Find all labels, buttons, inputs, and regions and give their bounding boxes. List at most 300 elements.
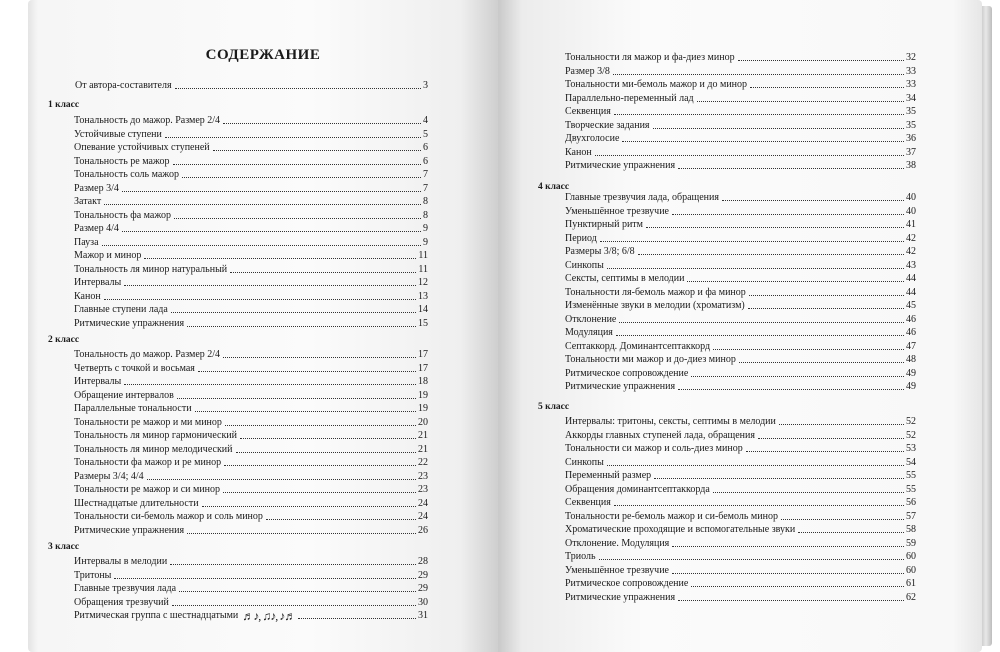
toc-entry xyxy=(535,271,916,285)
dot-leader xyxy=(179,590,416,592)
toc-entry-page: 6 xyxy=(423,142,428,153)
toc-entry xyxy=(45,608,428,622)
toc-entry xyxy=(535,190,916,204)
toc-entry-page: 59 xyxy=(906,537,916,549)
toc-entry-page: 44 xyxy=(906,273,916,284)
toc-entry-title: Тональности ля-бемоль мажор и фа минор xyxy=(565,286,746,298)
toc-entry xyxy=(45,289,428,303)
toc-entry-title: Ритмическое сопровождение xyxy=(565,578,689,589)
toc-entry xyxy=(535,366,916,380)
toc-entry-page: 47 xyxy=(906,340,916,352)
toc-entry-page: 28 xyxy=(418,556,428,567)
toc-entry xyxy=(535,158,916,172)
dot-leader xyxy=(236,451,416,453)
dot-leader xyxy=(182,176,421,178)
toc-entry xyxy=(535,77,916,91)
toc-entry-title: Ритмическая группа с шестнадцатыми xyxy=(74,610,239,621)
dot-leader xyxy=(748,307,904,309)
dot-leader xyxy=(213,149,421,151)
toc-entry-title: Шестнадцатые длительности xyxy=(74,497,199,509)
dot-leader xyxy=(114,577,416,579)
toc-entry xyxy=(45,262,428,276)
dot-leader xyxy=(224,464,416,466)
toc-entry xyxy=(45,509,428,523)
toc-entry-page: 21 xyxy=(418,430,428,441)
dot-leader xyxy=(124,383,416,385)
toc-entry xyxy=(45,194,428,208)
toc-entry-title: Тональности си-бемоль мажор и соль минор xyxy=(74,511,263,522)
toc-entry-title: Параллельные тональности xyxy=(74,403,192,414)
dot-leader xyxy=(616,334,904,336)
toc-entry-page: 18 xyxy=(418,376,428,387)
dot-leader xyxy=(749,294,904,296)
dot-leader xyxy=(614,113,904,115)
toc-entry xyxy=(45,347,428,361)
toc-entry-title: Синкопы xyxy=(565,456,604,468)
dot-leader xyxy=(144,257,416,259)
toc-entry-page: 46 xyxy=(906,327,916,338)
toc-entry-page: 23 xyxy=(418,470,428,482)
toc-entry-page: 56 xyxy=(906,497,916,508)
toc-entry-page: 53 xyxy=(906,443,916,454)
toc-entry-page: 62 xyxy=(906,591,916,603)
dot-leader xyxy=(781,518,904,520)
toc-entry-page: 34 xyxy=(906,92,916,104)
dot-leader xyxy=(195,410,416,412)
toc-entry-page: 36 xyxy=(906,133,916,144)
toc-entry-page: 11 xyxy=(418,263,428,275)
toc-entry-title: Тональности ре-бемоль мажор и си-бемоль минор xyxy=(565,510,778,522)
dot-leader xyxy=(298,617,416,619)
toc-entry-page: 49 xyxy=(906,367,916,379)
toc-entry-title: Тональности ре мажор и си минор xyxy=(74,484,221,495)
toc-entry xyxy=(45,581,428,595)
dot-leader xyxy=(678,599,904,601)
toc-entry xyxy=(45,361,428,375)
toc-entry xyxy=(45,482,428,496)
toc-entry-page: 33 xyxy=(906,79,916,90)
toc-entry-title: Секвенция xyxy=(565,106,611,117)
toc-entry xyxy=(535,563,916,577)
dot-leader xyxy=(223,491,416,493)
toc-entry-page: 54 xyxy=(906,456,916,468)
toc-entry-title: Секвенция xyxy=(565,497,611,508)
dot-leader xyxy=(646,226,904,228)
toc-entry-title: Главные трезвучия лада, обращения xyxy=(565,192,719,203)
toc-entry-title: Тональность до мажор. Размер 2/4 xyxy=(74,115,221,126)
toc-entry-title: Тональности си мажор и соль-диез минор xyxy=(565,443,743,454)
dot-leader xyxy=(240,437,416,439)
toc-entry xyxy=(535,455,916,469)
toc-entry-page: 26 xyxy=(418,524,428,536)
toc-entry-title: Канон xyxy=(74,290,101,302)
toc-entry xyxy=(45,496,428,510)
page-title: СОДЕРЖАНИЕ xyxy=(205,47,321,63)
dot-leader xyxy=(171,311,416,313)
dot-leader xyxy=(614,504,904,506)
dot-leader xyxy=(713,348,904,350)
toc-entry-title: Размер 3/8 xyxy=(565,65,610,77)
toc-entry-title: Обращения трезвучий xyxy=(74,596,169,608)
dot-leader xyxy=(746,450,904,452)
toc-entry xyxy=(45,469,428,483)
toc-entry-page: 49 xyxy=(906,381,916,392)
toc-entry-title: Интервалы: тритоны, сексты, септимы в мелодии xyxy=(565,416,776,427)
toc-entry-title: Опевание устойчивых ступеней xyxy=(74,142,210,153)
toc-entry-title: Главные трезвучия лада xyxy=(74,583,177,594)
toc-entry xyxy=(45,401,428,415)
toc-entry-page: 21 xyxy=(418,443,428,455)
dot-leader xyxy=(124,284,416,286)
toc-entry-title: Тональность ре мажор xyxy=(74,155,170,167)
toc-entry-page: 45 xyxy=(906,300,916,311)
dot-leader xyxy=(102,244,421,246)
dot-leader xyxy=(170,563,416,565)
toc-entry-page: 20 xyxy=(418,416,428,428)
dot-leader xyxy=(595,154,904,156)
toc-entry xyxy=(535,312,916,326)
section-heading: 4 класс xyxy=(538,182,570,192)
dot-leader xyxy=(613,73,904,75)
dot-leader xyxy=(653,127,904,129)
toc-entry-title: Размер 4/4 xyxy=(74,223,119,234)
toc-entry-title: От автора-составителя xyxy=(75,80,172,91)
toc-entry xyxy=(45,523,428,537)
toc-entry xyxy=(535,325,916,339)
toc-entry-title: Интервалы в мелодии xyxy=(74,556,168,567)
toc-entry-page: 33 xyxy=(906,65,916,77)
toc-entry-title: Тональность ля минор мелодический xyxy=(74,443,233,455)
toc-entry xyxy=(535,298,916,312)
toc-entry-page: 32 xyxy=(906,52,916,63)
toc-entry-title: Ритмические упражнения xyxy=(565,591,676,603)
dot-leader xyxy=(147,478,416,480)
toc-entry-page: 9 xyxy=(423,223,428,234)
toc-entry-title: Сексты, септимы в мелодии xyxy=(565,273,685,284)
toc-entry-page: 43 xyxy=(906,259,916,271)
dot-leader xyxy=(172,604,416,606)
toc-entry-title: Затакт xyxy=(74,196,102,207)
dot-leader xyxy=(223,122,421,124)
toc-entry xyxy=(45,235,428,249)
dot-leader xyxy=(758,437,904,439)
toc-entry-page: 52 xyxy=(906,429,916,441)
dot-leader xyxy=(691,585,904,587)
toc-entry xyxy=(45,568,428,582)
toc-entry xyxy=(45,374,428,388)
toc-entry xyxy=(535,414,916,428)
toc-entry-title: Обращения доминантсептаккорда xyxy=(565,483,710,495)
dot-leader xyxy=(202,505,416,507)
toc-entry-page: 46 xyxy=(906,313,916,325)
dot-leader xyxy=(722,199,904,201)
toc-entry-title: Тональности фа мажор и ре минор xyxy=(74,457,222,468)
toc-entry-title: Обращение интервалов xyxy=(74,389,174,401)
toc-entry-page: 55 xyxy=(906,470,916,481)
toc-entry-title: Тональности ми-бемоль мажор и до минор xyxy=(565,79,748,90)
toc-entry xyxy=(535,468,916,482)
toc-entry-page: 29 xyxy=(418,569,428,581)
dot-leader xyxy=(619,321,904,323)
toc-entry xyxy=(45,554,428,568)
section-heading: 2 класс xyxy=(48,335,80,345)
toc-entry-title: Тональность ля минор натуральный xyxy=(74,263,228,275)
toc-entry xyxy=(45,275,428,289)
toc-entry xyxy=(535,428,916,442)
toc-entry-page: 7 xyxy=(423,169,428,180)
toc-entry-title: Мажор и минор xyxy=(74,250,142,261)
toc-entry xyxy=(45,388,428,402)
toc-entry-page: 60 xyxy=(906,551,916,562)
toc-entry xyxy=(45,248,428,262)
toc-entry-page: 3 xyxy=(423,80,428,91)
toc-entry xyxy=(45,208,428,222)
toc-entry-page: 24 xyxy=(418,497,428,509)
toc-entry-page: 29 xyxy=(418,583,428,594)
toc-entry-title: Ритмические упражнения xyxy=(565,160,676,171)
toc-entry xyxy=(45,167,428,181)
dot-leader xyxy=(122,190,421,192)
toc-entry-title: Хроматические проходящие и вспомогательные звуки xyxy=(565,524,796,535)
toc-entry-title: Интервалы xyxy=(74,376,122,387)
toc-entry xyxy=(45,113,428,127)
toc-entry xyxy=(535,495,916,509)
toc-entry-page: 41 xyxy=(906,219,916,230)
toc-entry-title: Интервалы xyxy=(74,277,122,288)
toc-entry xyxy=(535,204,916,218)
dot-leader xyxy=(198,370,416,372)
toc-entry xyxy=(535,522,916,536)
toc-entry-page: 48 xyxy=(906,354,916,365)
dot-leader xyxy=(672,545,904,547)
toc-entry-page: 40 xyxy=(906,205,916,217)
toc-entry-title: Ритмические упражнения xyxy=(74,317,185,329)
toc-entry-title: Тональность до мажор. Размер 2/4 xyxy=(74,349,221,360)
toc-entry-title: Ритмические упражнения xyxy=(565,381,676,392)
dot-leader xyxy=(678,167,904,169)
toc-entry xyxy=(535,536,916,550)
toc-entry-page: 12 xyxy=(418,277,428,288)
toc-entry-title: Отклонение. Модуляция xyxy=(565,537,670,549)
toc-entry xyxy=(45,140,428,154)
dot-leader xyxy=(638,253,904,255)
toc-entry xyxy=(45,415,428,429)
toc-entry-page: 6 xyxy=(423,155,428,167)
dot-leader xyxy=(187,532,416,534)
toc-entry xyxy=(535,441,916,455)
toc-entry-title: Отклонение xyxy=(565,313,617,325)
toc-entry-intro xyxy=(45,78,428,92)
dot-leader xyxy=(697,100,904,102)
toc-entry-page: 42 xyxy=(906,232,916,244)
dot-leader xyxy=(678,388,904,390)
toc-entry xyxy=(535,379,916,393)
dot-leader xyxy=(798,531,904,533)
dot-leader xyxy=(713,491,904,493)
dot-leader xyxy=(599,558,905,560)
toc-entry-title: Изменённые звуки в мелодии (хроматизм) xyxy=(565,300,745,311)
toc-entry xyxy=(45,316,428,330)
dot-leader xyxy=(104,298,416,300)
toc-entry xyxy=(45,595,428,609)
dot-leader xyxy=(223,356,416,358)
toc-entry-title: Тональность соль мажор xyxy=(74,169,179,180)
toc-entry-title: Ритмические упражнения xyxy=(74,524,185,536)
toc-entry xyxy=(535,258,916,272)
toc-entry-page: 17 xyxy=(418,349,428,360)
toc-entry xyxy=(535,145,916,159)
dot-leader xyxy=(173,163,421,165)
dot-leader xyxy=(174,217,421,219)
toc-entry xyxy=(535,352,916,366)
toc-entry-page: 15 xyxy=(418,317,428,329)
dot-leader xyxy=(165,136,421,138)
toc-entry-title: Пауза xyxy=(74,236,99,248)
dot-leader xyxy=(691,375,904,377)
toc-entry-title: Ритмическое сопровождение xyxy=(565,367,689,379)
toc-entry xyxy=(535,50,916,64)
toc-entry-page: 55 xyxy=(906,483,916,495)
toc-entry-page: 19 xyxy=(418,389,428,401)
toc-entry-title: Размер 3/4 xyxy=(74,182,119,194)
toc-entry xyxy=(45,455,428,469)
toc-entry xyxy=(535,244,916,258)
toc-entry-page: 35 xyxy=(906,119,916,131)
toc-entry-title: Септаккорд. Доминантсептаккорд xyxy=(565,340,711,352)
page-edge xyxy=(982,6,992,646)
toc-entry-title: Уменьшённое трезвучие xyxy=(565,205,669,217)
toc-entry-title: Модуляция xyxy=(565,327,613,338)
toc-entry-title: Тональность ля минор гармонический xyxy=(74,430,238,441)
toc-entry-title: Переменный размер xyxy=(565,470,652,481)
dot-leader xyxy=(104,203,421,205)
dot-leader xyxy=(738,59,904,61)
toc-entry-page: 8 xyxy=(423,209,428,221)
toc-entry-page: 4 xyxy=(423,115,428,126)
toc-entry-title: Пунктирный ритм xyxy=(565,219,643,230)
toc-entry-page: 58 xyxy=(906,524,916,535)
dot-leader xyxy=(177,397,416,399)
dot-leader xyxy=(225,424,416,426)
dot-leader xyxy=(687,280,904,282)
toc-entry xyxy=(535,549,916,563)
section-heading: 3 класс xyxy=(48,542,80,552)
section-heading: 1 класс xyxy=(48,100,80,110)
dot-leader xyxy=(672,572,904,574)
rhythm-notes: ♬♪, ♫♪, ♪♬ xyxy=(242,609,296,623)
dot-leader xyxy=(622,140,904,142)
toc-entry-page: 30 xyxy=(418,596,428,608)
toc-entry xyxy=(535,482,916,496)
toc-entry-title: Аккорды главных ступеней лада, обращения xyxy=(565,429,755,441)
toc-entry-title: Главные ступени лада xyxy=(74,304,168,315)
dot-leader xyxy=(122,230,421,232)
toc-entry-title: Тритоны xyxy=(74,569,112,581)
toc-entry-page: 37 xyxy=(906,146,916,158)
toc-entry xyxy=(535,231,916,245)
toc-entry xyxy=(535,339,916,353)
toc-entry xyxy=(535,576,916,590)
dot-leader xyxy=(266,518,416,520)
toc-entry xyxy=(535,118,916,132)
dot-leader xyxy=(672,213,904,215)
toc-entry-page: 9 xyxy=(423,236,428,248)
toc-entry-title: Уменьшённое трезвучие xyxy=(565,564,669,576)
toc-entry-title: Триоль xyxy=(565,551,596,562)
toc-entry-page: 57 xyxy=(906,510,916,522)
dot-leader xyxy=(739,361,904,363)
toc-entry-title: Тональности ми мажор и до-диез минор xyxy=(565,354,736,365)
dot-leader xyxy=(187,325,416,327)
toc-entry-page: 22 xyxy=(418,457,428,468)
toc-entry-page: 61 xyxy=(906,578,916,589)
toc-entry-title: Период xyxy=(565,232,597,244)
dot-leader xyxy=(654,477,904,479)
toc-entry-page: 38 xyxy=(906,160,916,171)
toc-entry-page: 40 xyxy=(906,192,916,203)
toc-entry-page: 11 xyxy=(418,250,428,261)
toc-entry xyxy=(45,154,428,168)
toc-entry xyxy=(45,428,428,442)
toc-entry xyxy=(535,590,916,604)
toc-entry xyxy=(535,131,916,145)
toc-entry-page: 24 xyxy=(418,511,428,522)
toc-entry-page: 5 xyxy=(423,128,428,140)
toc-entry-page: 35 xyxy=(906,106,916,117)
toc-entry-title: Тональности ре мажор и ми минор xyxy=(74,416,222,428)
toc-entry-page: 19 xyxy=(418,403,428,414)
toc-entry-page: 17 xyxy=(418,362,428,374)
toc-entry-page: 7 xyxy=(423,182,428,194)
toc-entry xyxy=(45,302,428,316)
dot-leader xyxy=(175,87,421,89)
toc-entry xyxy=(535,285,916,299)
toc-entry-title: Размеры 3/4; 4/4 xyxy=(74,470,144,482)
dot-leader xyxy=(230,271,416,273)
toc-entry-title: Устойчивые ступени xyxy=(74,128,162,140)
dot-leader xyxy=(600,240,904,242)
dot-leader xyxy=(779,423,904,425)
toc-entry-page: 23 xyxy=(418,484,428,495)
toc-entry-title: Тональности ля мажор и фа-диез минор xyxy=(565,52,735,63)
toc-entry-page: 52 xyxy=(906,416,916,427)
dot-leader xyxy=(750,86,904,88)
toc-entry-page: 60 xyxy=(906,564,916,576)
toc-entry-page: 42 xyxy=(906,246,916,257)
toc-entry-title: Четверть с точкой и восьмая xyxy=(74,362,195,374)
toc-entry xyxy=(45,181,428,195)
toc-entry xyxy=(535,64,916,78)
dot-leader xyxy=(607,464,904,466)
toc-entry-title: Параллельно-переменный лад xyxy=(565,92,694,104)
toc-entry-title: Размеры 3/8; 6/8 xyxy=(565,246,635,257)
toc-entry xyxy=(45,221,428,235)
dot-leader xyxy=(607,267,904,269)
toc-entry xyxy=(535,104,916,118)
toc-entry-title: Творческие задания xyxy=(565,119,650,131)
section-heading: 5 класс xyxy=(538,402,570,412)
toc-entry-page: 13 xyxy=(418,290,428,302)
toc-entry-title: Тональность фа мажор xyxy=(74,209,172,221)
toc-entry-page: 31 xyxy=(418,610,428,621)
toc-entry-title: Синкопы xyxy=(565,259,604,271)
toc-entry xyxy=(535,91,916,105)
toc-entry-page: 44 xyxy=(906,286,916,298)
toc-entry-page: 14 xyxy=(418,304,428,315)
toc-entry xyxy=(535,217,916,231)
toc-entry xyxy=(45,442,428,456)
toc-entry xyxy=(45,127,428,141)
